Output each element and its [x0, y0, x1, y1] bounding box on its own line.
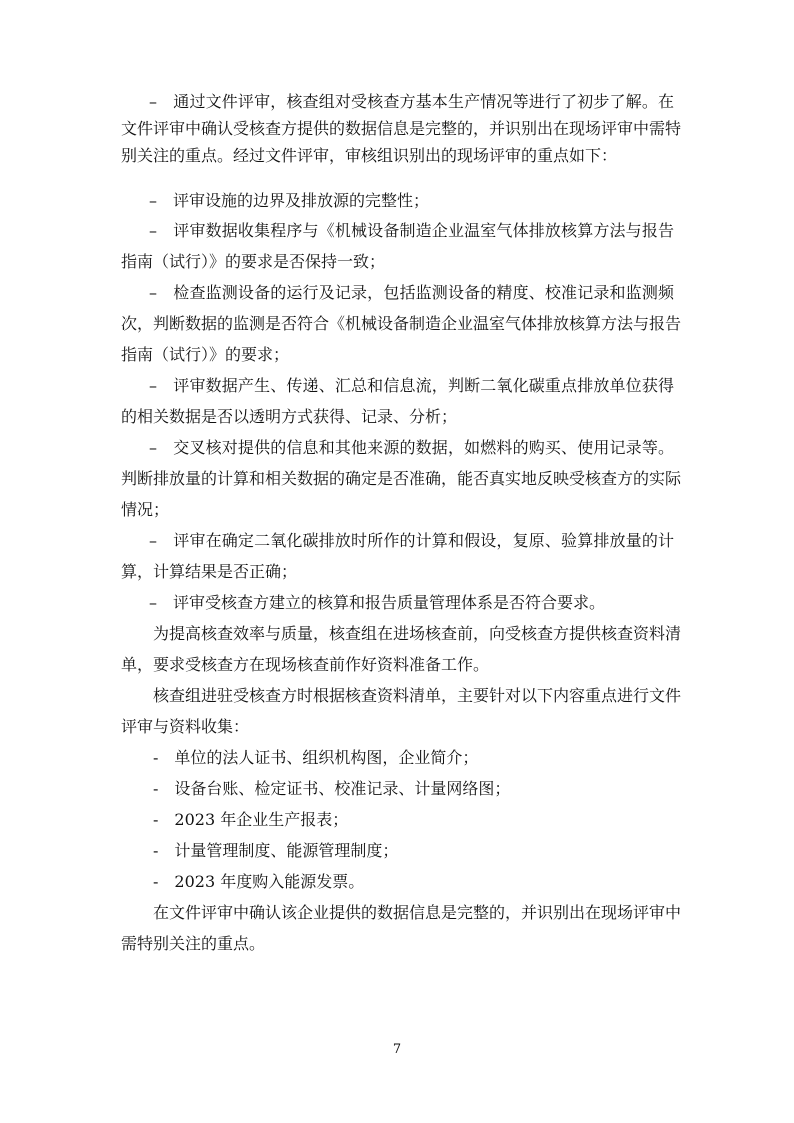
- text-line: 的相关数据是否以透明方式获得、记录、分析；: [121, 407, 458, 426]
- list-item: - 单位的法人证书、组织机构图，企业简介；: [153, 748, 479, 767]
- list-item: - 计量管理制度、能源管理制度；: [153, 841, 399, 860]
- text-line: 情况；: [121, 500, 170, 519]
- text-line: 算，计算结果是否正确；: [121, 562, 298, 581]
- text-line: 判断排放量的计算和相关数据的确定是否准确，能否真实地反映受核查方的实际: [121, 469, 682, 488]
- text-line: 在文件评审中确认该企业提供的数据信息是完整的，并识别出在现场评审中: [153, 903, 682, 922]
- list-item: - 设备台账、检定证书、校准记录、计量网络图；: [153, 779, 511, 798]
- page-number: 7: [392, 1042, 402, 1057]
- text-line: 核查组进驻受核查方时根据核查资料清单，主要针对以下内容重点进行文件: [153, 686, 682, 705]
- text-line: 次，判断数据的监测是否符合《机械设备制造企业温室气体排放核算方法与报告: [121, 314, 682, 333]
- list-item: – 评审在确定二氧化碳排放时所作的计算和假设，复原、验算排放量的计: [149, 531, 674, 550]
- list-item: – 评审设施的边界及排放源的完整性；: [149, 191, 430, 210]
- text-line: 单，要求受核查方在现场核查前作好资料准备工作。: [121, 655, 490, 674]
- list-item: – 评审受核查方建立的核算和报告质量管理体系是否符合要求。: [149, 593, 606, 612]
- list-item: – 评审数据产生、传递、汇总和信息流，判断二氧化碳重点排放单位获得: [149, 376, 674, 395]
- text-line: 为提高核查效率与质量，核查组在进场核查前，向受核查方提供核查资料清: [153, 624, 682, 643]
- list-item: – 检查监测设备的运行及记录，包括监测设备的精度、校准记录和监测频: [149, 283, 674, 302]
- text-line: 需特别关注的重点。: [121, 934, 266, 953]
- text-line: 文件评审中确认受核查方提供的数据信息是完整的，并识别出在现场评审中需特: [121, 119, 682, 138]
- text-line: – 通过文件评审，核查组对受核查方基本生产情况等进行了初步了解。在: [149, 92, 674, 111]
- text-line: 指南（试行）》的要求；: [121, 345, 290, 364]
- text-line: 评审与资料收集：: [121, 717, 250, 736]
- text-line: 指南（试行）》的要求是否保持一致；: [121, 252, 386, 271]
- list-item: – 评审数据收集程序与《机械设备制造企业温室气体排放核算方法与报告: [149, 221, 674, 240]
- list-item: - 2023 年度购入能源发票。: [153, 872, 365, 891]
- list-item: – 交叉核对提供的信息和其他来源的数据，如燃料的购买、使用记录等。: [149, 438, 674, 457]
- list-item: - 2023 年企业生产报表；: [153, 810, 349, 829]
- text-line: 别关注的重点。经过文件评审，审核组识别出的现场评审的重点如下：: [121, 146, 618, 165]
